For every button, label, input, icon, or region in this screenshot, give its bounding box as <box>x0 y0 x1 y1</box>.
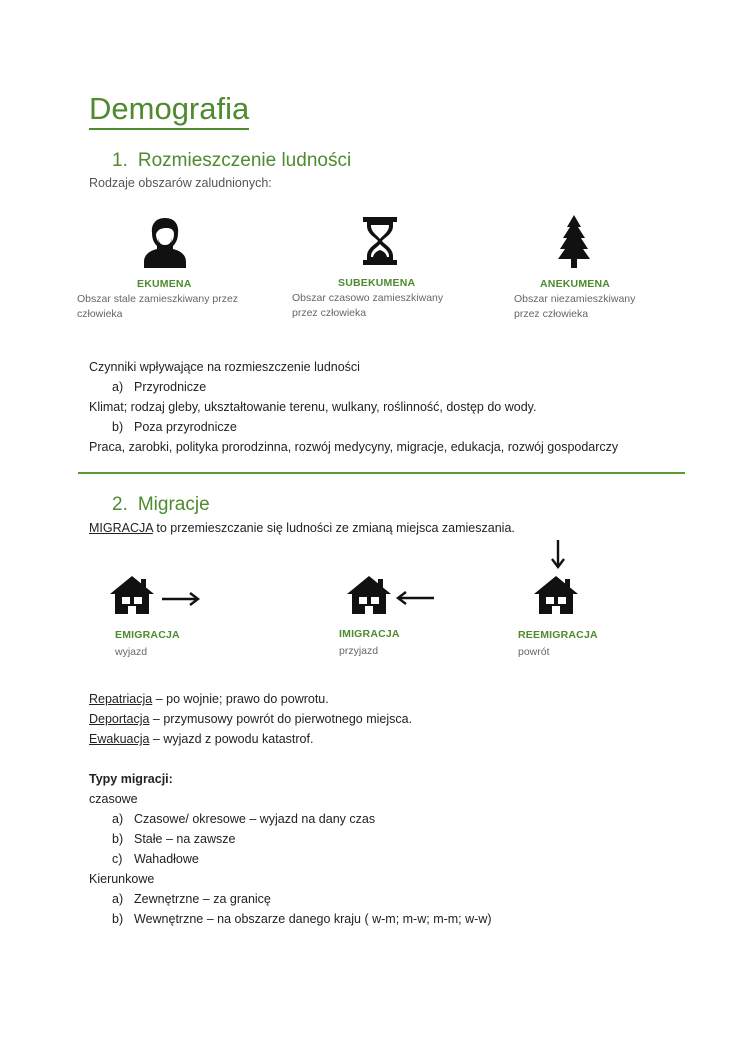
definition-text: to przemieszczanie się ludności ze zmianą miejsca zamieszania. <box>152 521 515 535</box>
list-marker: c) <box>112 852 123 866</box>
migration-definition <box>89 521 515 535</box>
factor-b-label: Poza przyrodnicze <box>134 420 237 434</box>
term-text: – po wojnie; prawo do powrotu. <box>152 692 329 706</box>
term-row <box>89 732 313 746</box>
section-divider <box>78 472 685 474</box>
factor-b-desc: Praca, zarobki, polityka prorodzinna, rozwój medycyny, migracje, edukacja, rozwój gospodarczy <box>89 440 619 454</box>
term-text: – wyjazd z powodu katastrof. <box>149 732 314 746</box>
list-item <box>112 812 375 826</box>
tree-icon <box>557 214 591 268</box>
types-heading: Typy migracji: <box>89 772 173 786</box>
list-item-text: Stałe – na zawsze <box>134 832 236 846</box>
list-item-text: Czasowe/ okresowe – wyjazd na dany czas <box>134 812 376 826</box>
area-label-ekumena: EKUMENA <box>137 278 192 290</box>
migration-desc-emigracja: wyjazd <box>115 646 148 658</box>
group1-title: czasowe <box>89 792 138 806</box>
list-item-text: Wewnętrzne – na obszarze danego kraju ( w-m; m-w; m-m; w-w) <box>134 912 492 926</box>
list-marker: a) <box>112 892 124 906</box>
area-desc-anekumena <box>514 292 635 322</box>
area-desc-line: Obszar niezamieszkiwany <box>514 293 636 305</box>
factors-title: Czynniki wpływające na rozmieszczenie ludności <box>89 360 360 374</box>
list-item <box>112 852 199 866</box>
hourglass-icon <box>362 216 398 266</box>
section2-title: Migracje <box>137 494 210 515</box>
list-marker: b) <box>112 912 124 926</box>
area-desc-line: przez człowieka <box>292 307 367 319</box>
section1-number: 1. <box>112 150 128 171</box>
area-label-subekumena: SUBEKUMENA <box>338 277 416 289</box>
list-item-text: Wahadłowe <box>134 852 199 866</box>
term-row <box>89 692 329 706</box>
migration-label-reemigracja: REEMIGRACJA <box>518 629 598 641</box>
migration-label-imigracja: IMIGRACJA <box>339 628 400 640</box>
term-name: Deportacja <box>89 712 150 726</box>
group2-title: Kierunkowe <box>89 872 155 886</box>
area-desc-line: przez człowieka <box>514 308 589 320</box>
list-item-text: Zewnętrzne – za granicę <box>134 892 271 906</box>
house-icon <box>108 574 156 616</box>
page-title: Demografia <box>89 92 249 130</box>
term-name: Repatriacja <box>89 692 153 706</box>
factor-a-desc: Klimat; rodzaj gleby, ukształtowanie terenu, wulkany, roślinność, dostęp do wody. <box>89 400 537 414</box>
area-desc-line: Obszar czasowo zamieszkiwany <box>292 292 444 304</box>
arrow-right-icon <box>160 590 202 608</box>
section2-number: 2. <box>112 494 128 515</box>
section1-heading <box>112 150 351 172</box>
list-marker: a) <box>112 380 124 394</box>
list-marker: a) <box>112 812 124 826</box>
term-row <box>89 712 412 726</box>
list-item <box>112 892 271 906</box>
list-item <box>112 912 492 926</box>
term-name: Ewakuacja <box>89 732 150 746</box>
definition-term: MIGRACJA <box>89 521 153 535</box>
arrow-down-icon <box>549 538 567 570</box>
arrow-left-icon <box>394 589 436 607</box>
area-desc-subekumena <box>292 291 443 321</box>
migration-desc-imigracja: przyjazd <box>339 645 379 657</box>
term-text: – przymusowy powrót do pierwotnego miejsca. <box>149 712 413 726</box>
person-icon <box>142 216 188 268</box>
area-desc-ekumena <box>77 292 238 322</box>
migration-desc-reemigracja: powrót <box>518 646 550 658</box>
house-icon <box>345 574 393 616</box>
area-desc-line: Obszar stale zamieszkiwany przez <box>77 293 239 305</box>
area-label-anekumena: ANEKUMENA <box>540 278 611 290</box>
list-item <box>112 832 235 846</box>
factor-a <box>112 380 206 394</box>
list-marker: b) <box>112 832 124 846</box>
factor-a-label: Przyrodnicze <box>134 380 207 394</box>
section1-title: Rozmieszczenie ludności <box>137 150 352 171</box>
house-icon <box>532 574 580 616</box>
list-marker: b) <box>112 420 124 434</box>
section1-intro: Rodzaje obszarów zaludnionych: <box>89 176 272 190</box>
section2-heading <box>112 494 210 516</box>
factor-b <box>112 420 237 434</box>
migration-label-emigracja: EMIGRACJA <box>115 629 180 641</box>
area-desc-line: człowieka <box>77 308 123 320</box>
